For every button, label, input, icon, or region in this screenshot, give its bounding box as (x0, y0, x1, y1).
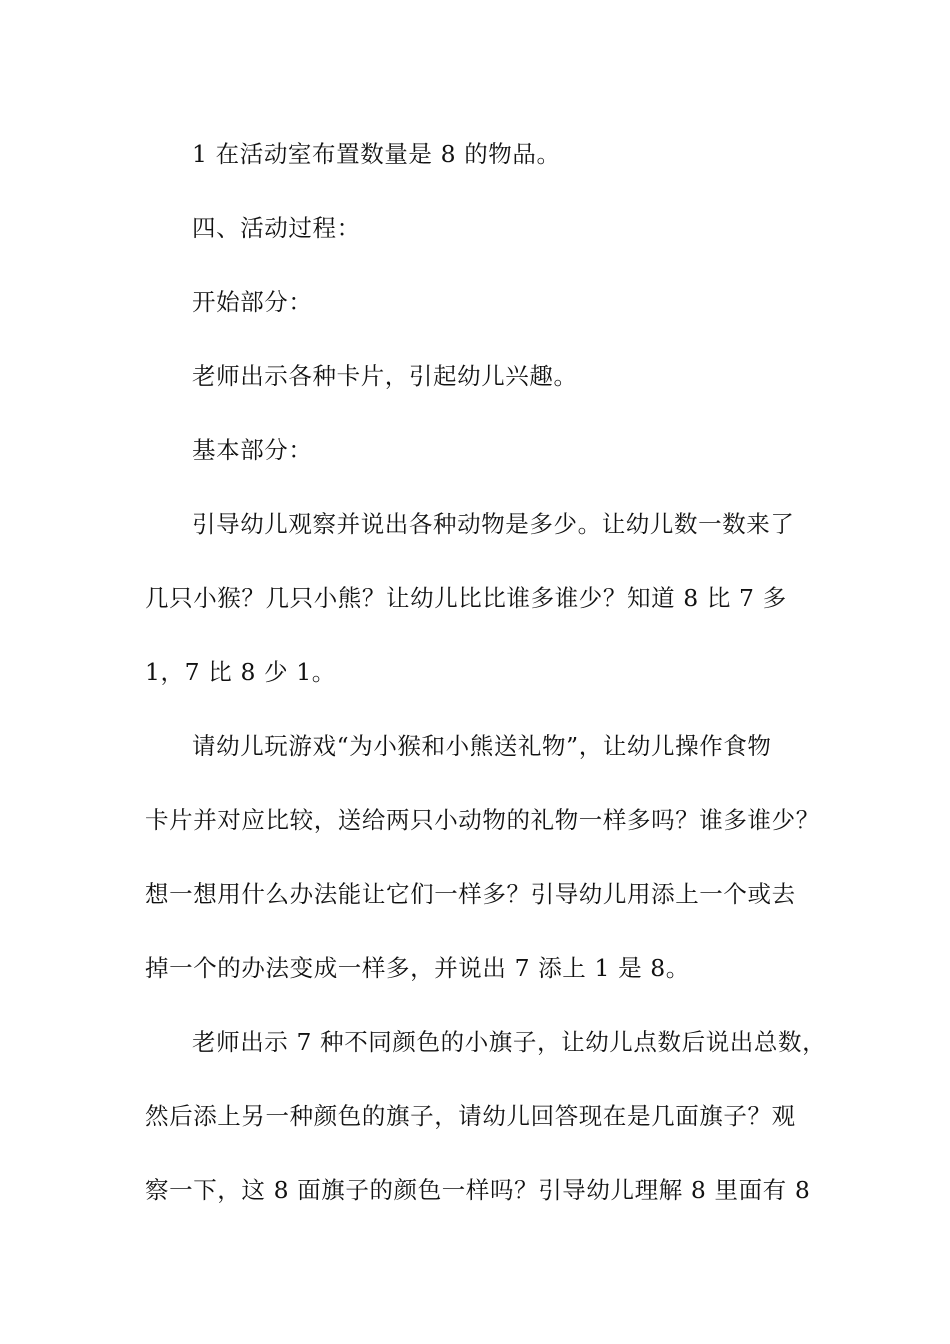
paragraph-game-line-2: 卡片并对应比较，送给两只小动物的礼物一样多吗？谁多谁少？ (145, 806, 820, 834)
paragraph-flags-line-3: 察一下，这 8 面旗子的颜色一样吗？引导幼儿理解 8 里面有 8 (145, 1176, 811, 1204)
paragraph-game-line-1: 请幼儿玩游戏“为小猴和小熊送礼物”，让幼儿操作食物 (192, 732, 772, 760)
paragraph-flags-line-1: 老师出示 7 种不同颜色的小旗子，让幼儿点数后说出总数， (192, 1028, 827, 1056)
paragraph-game-line-3: 想一想用什么办法能让它们一样多？引导幼儿用添上一个或去 (145, 880, 796, 908)
paragraph-flags-line-2: 然后添上另一种颜色的旗子，请幼儿回答现在是几面旗子？观 (145, 1102, 796, 1130)
section-heading-activity-process: 四、活动过程： (192, 214, 361, 242)
subheading-basic-part: 基本部分： (192, 436, 313, 464)
paragraph-game-line-4: 掉一个的办法变成一样多，并说出 7 添上 1 是 8。 (145, 954, 690, 982)
paragraph-observe-line-2: 几只小猴？几只小熊？让幼儿比比谁多谁少？知道 8 比 7 多 (145, 584, 787, 612)
text-line-opening: 老师出示各种卡片，引起幼儿兴趣。 (192, 362, 578, 390)
document-body (145, 132, 827, 1242)
text-line-materials: 1 在活动室布置数量是 8 的物品。 (192, 140, 561, 168)
paragraph-observe-line-3: 1，7 比 8 少 1。 (145, 658, 336, 686)
subheading-opening-part: 开始部分： (192, 288, 313, 316)
paragraph-observe-line-1: 引导幼儿观察并说出各种动物是多少。让幼儿数一数来了 (192, 510, 795, 538)
